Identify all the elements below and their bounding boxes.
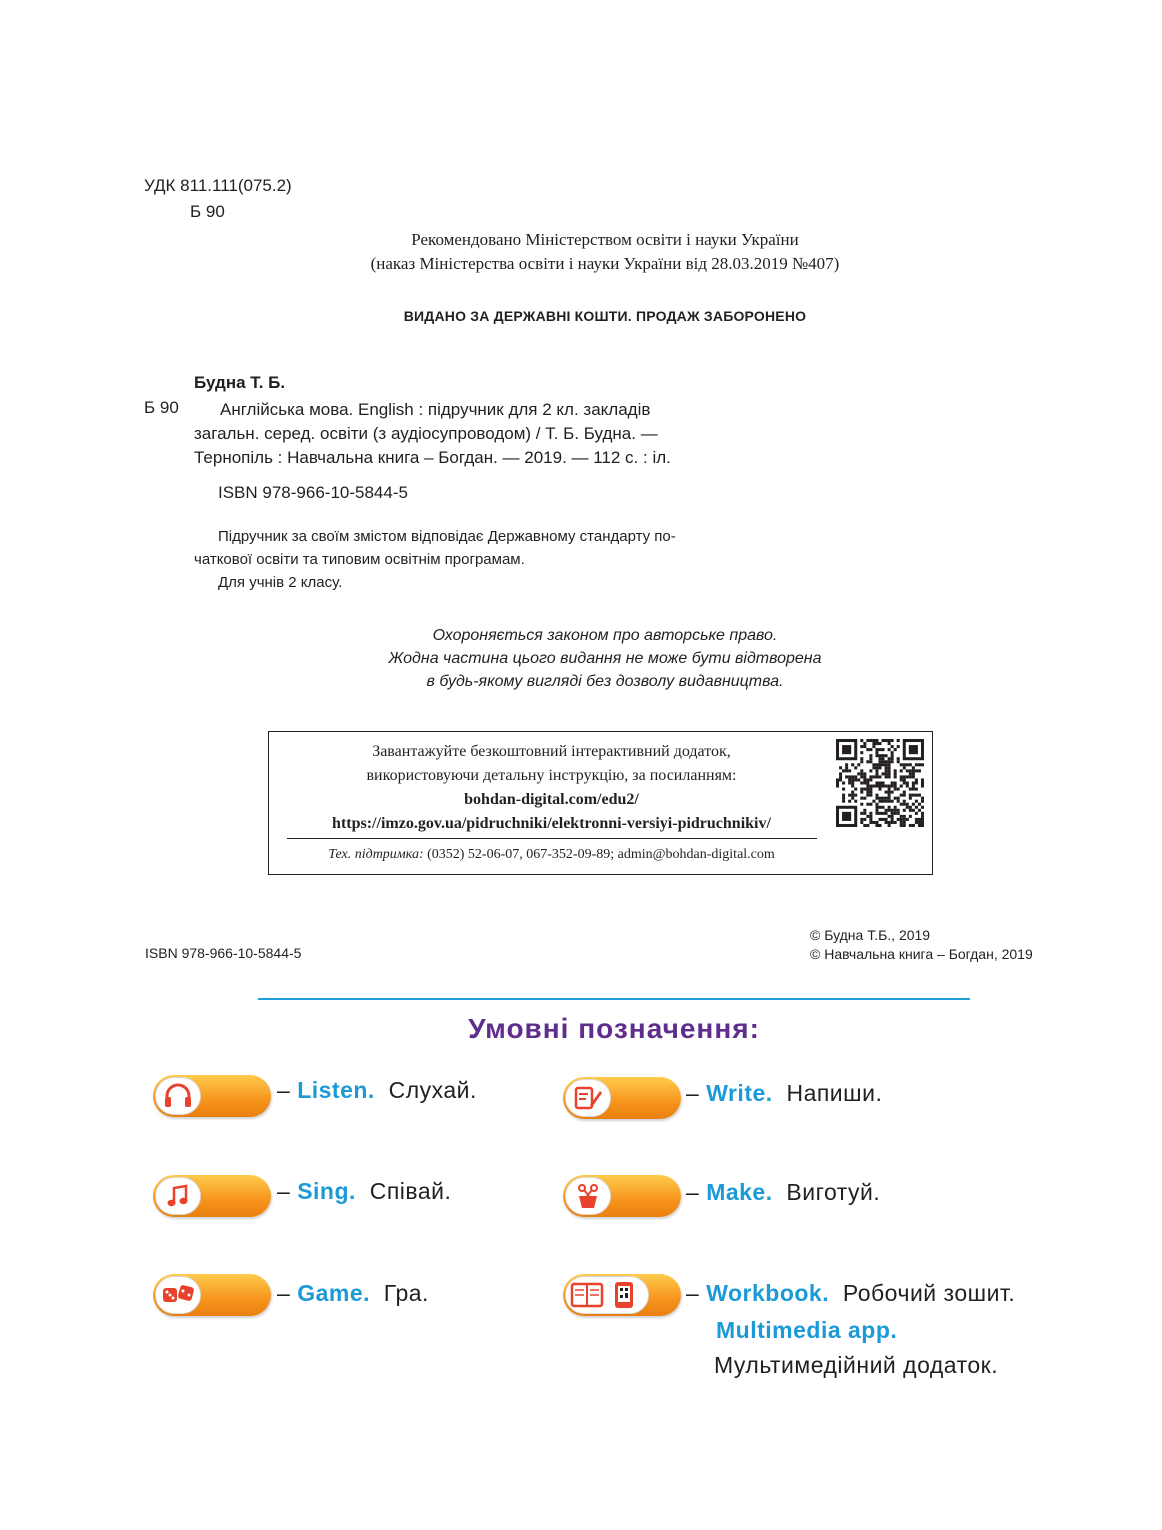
listen-ua: Слухай. bbox=[388, 1077, 477, 1103]
headphones-icon bbox=[155, 1077, 201, 1115]
bibliographic-description bbox=[194, 398, 794, 470]
legend-sing: – Sing. Співай. bbox=[277, 1178, 452, 1204]
make-ua: Виготуй. bbox=[786, 1179, 881, 1205]
workbook-icon bbox=[565, 1276, 649, 1314]
tech-support bbox=[269, 843, 834, 867]
sing-en: Sing. bbox=[297, 1178, 356, 1204]
book-description bbox=[194, 525, 794, 594]
bib-code: Б 90 bbox=[144, 398, 179, 417]
game-ua: Гра. bbox=[383, 1280, 429, 1306]
multimedia-en: Multimedia app. bbox=[716, 1317, 898, 1343]
library-code: Б 90 bbox=[190, 202, 225, 221]
legend-make: – Make. Виготуй. bbox=[686, 1179, 881, 1205]
music-note-icon bbox=[155, 1177, 201, 1215]
legend-write: – Write. Напиши. bbox=[686, 1080, 883, 1106]
write-ua: Напиши. bbox=[786, 1080, 883, 1106]
download-box bbox=[268, 731, 933, 875]
udk-code: УДК 811.111(075.2) bbox=[144, 176, 292, 195]
workbook-pill bbox=[563, 1274, 681, 1316]
copyright-publisher: © Навчальна книга – Богдан, 2019 bbox=[810, 946, 1033, 962]
qr-code-icon bbox=[836, 739, 924, 827]
copyright-holders bbox=[810, 926, 1033, 964]
state-funds-notice: ВИДАНО ЗА ДЕРЖАВНІ КОШТИ. ПРОДАЖ ЗАБОРОНЕНО bbox=[403, 308, 807, 324]
make-en: Make. bbox=[706, 1179, 773, 1205]
sing-pill bbox=[153, 1175, 271, 1217]
link-imzo[interactable]: https://imzo.gov.ua/pidruchniki/elektronni-versiyi-pidruchnikiv/ bbox=[332, 815, 771, 832]
recommendation-line-1: Рекомендовано Міністерством освіти і науки України bbox=[411, 230, 799, 249]
copyright-line-2: Жодна частина цього видання не може бути відтворена bbox=[388, 650, 822, 667]
legend-game: – Game. Гра. bbox=[277, 1280, 429, 1306]
write-en: Write. bbox=[706, 1080, 773, 1106]
legend-multimedia bbox=[716, 1317, 897, 1344]
bib-line-3: Тернопіль : Навчальна книга – Богдан. — 2019. — 112 с. : іл. bbox=[194, 448, 671, 467]
legend-multimedia-ua: Мультимедійний додаток. bbox=[714, 1352, 999, 1378]
catalog-codes bbox=[144, 173, 292, 225]
download-line-2: використовуючи детальну інструкцію, за посиланням: bbox=[366, 767, 737, 784]
author-name: Будна Т. Б. bbox=[194, 373, 286, 392]
description-line-1: Підручник за своїм змістом відповідає Державному стандарту по- bbox=[218, 528, 676, 545]
game-en: Game. bbox=[297, 1280, 371, 1306]
make-pill bbox=[563, 1175, 681, 1217]
game-pill bbox=[153, 1274, 271, 1316]
write-pill bbox=[563, 1077, 681, 1119]
support-label: Тех. підтримка: bbox=[328, 847, 424, 862]
footer-isbn: ISBN 978-966-10-5844-5 bbox=[145, 945, 302, 961]
legend-listen: – Listen. Слухай. bbox=[277, 1077, 477, 1103]
dice-icon bbox=[155, 1276, 201, 1314]
link-bohdan-digital[interactable]: bohdan-digital.com/edu2/ bbox=[464, 791, 639, 808]
listen-pill bbox=[153, 1075, 271, 1117]
scissors-icon bbox=[565, 1177, 611, 1215]
copyright-author: © Будна Т.Б., 2019 bbox=[810, 927, 931, 943]
copyright-notice bbox=[280, 624, 930, 693]
divider-line bbox=[287, 838, 817, 839]
audience: Для учнів 2 класу. bbox=[218, 574, 343, 591]
support-contacts: (0352) 52-06-07, 067-352-09-89; admin@bohdan-digital.com bbox=[423, 847, 775, 862]
copyright-line-1: Охороняється законом про авторське право. bbox=[432, 627, 778, 644]
download-text bbox=[269, 740, 834, 867]
recommendation-line-2: (наказ Міністерства освіти і науки України від 28.03.2019 №407) bbox=[370, 254, 840, 273]
listen-en: Listen. bbox=[297, 1077, 375, 1103]
description-line-2: чаткової освіти та типовим освітнім програмам. bbox=[194, 551, 525, 568]
ministry-recommendation bbox=[300, 228, 910, 276]
isbn: ISBN 978-966-10-5844-5 bbox=[218, 483, 408, 502]
bib-line-2: загальн. серед. освіти (з аудіосупроводом) / Т. Б. Будна. — bbox=[194, 424, 658, 443]
download-line-1: Завантажуйте безкоштовний інтерактивний додаток, bbox=[372, 743, 731, 760]
sing-ua: Співай. bbox=[369, 1178, 452, 1204]
section-divider bbox=[258, 998, 970, 1000]
workbook-ua: Робочий зошит. bbox=[842, 1280, 1016, 1306]
legend-workbook: – Workbook. Робочий зошит. bbox=[686, 1280, 1016, 1306]
legend-title: Умовні позначення: bbox=[468, 1013, 760, 1044]
bib-line-1: Англійська мова. English : підручник для 2 кл. закладів bbox=[220, 400, 651, 419]
copyright-line-3: в будь-якому вигляді без дозволу видавництва. bbox=[426, 673, 784, 690]
write-icon bbox=[565, 1079, 611, 1117]
workbook-en: Workbook. bbox=[706, 1280, 830, 1306]
